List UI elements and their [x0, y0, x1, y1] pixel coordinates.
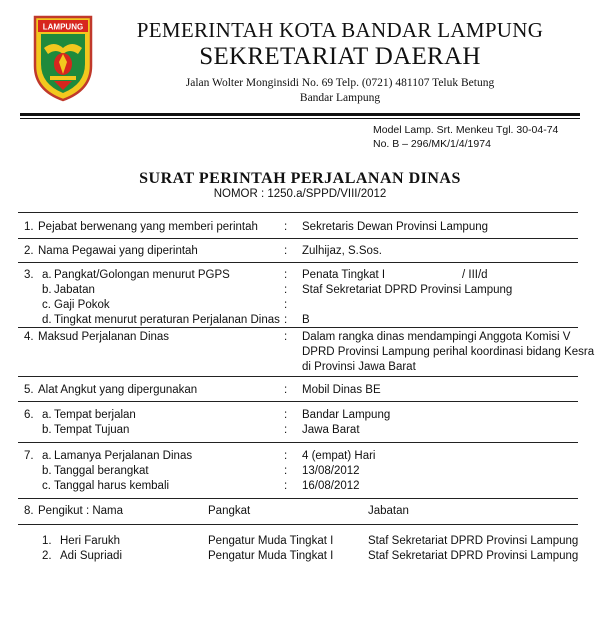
colon: :: [284, 284, 288, 296]
row-label: Nama Pegawai yang diperintah: [38, 245, 198, 257]
pengikut-header-jabatan: Jabatan: [368, 505, 409, 517]
sub-value: 16/08/2012: [302, 480, 360, 492]
row-number: 3.: [24, 269, 34, 281]
colon: :: [284, 314, 288, 326]
sub-label: Gaji Pokok: [54, 299, 110, 311]
colon: :: [284, 409, 288, 421]
person-pangkat: Pengatur Muda Tingkat I: [208, 550, 334, 562]
golongan-value: / III/d: [462, 269, 488, 281]
sub-label: Tempat berjalan: [54, 409, 136, 421]
row-value: Sekretaris Dewan Provinsi Lampung: [302, 221, 489, 233]
person-jabatan: Staf Sekretariat DPRD Provinsi Lampung: [368, 535, 579, 547]
row-label: Maksud Perjalanan Dinas: [38, 331, 170, 343]
person-name: Heri Farukh: [60, 535, 121, 547]
row-value: Zulhijaz, S.Sos.: [302, 245, 382, 257]
colon: :: [284, 465, 288, 477]
header-rule-thin: [20, 118, 580, 119]
svg-text:LAMPUNG: LAMPUNG: [42, 22, 84, 32]
row-value-line: di Provinsi Jawa Barat: [302, 361, 416, 373]
sub-label: Lamanya Perjalanan Dinas: [54, 450, 193, 462]
row-number: 2.: [24, 245, 34, 257]
sub-letter: a.: [42, 409, 52, 421]
person-pangkat: Pengatur Muda Tingkat I: [208, 535, 334, 547]
sub-letter: b.: [42, 424, 52, 436]
sub-label: Tanggal berangkat: [54, 465, 149, 477]
row-label: Pejabat berwenang yang memberi perintah: [38, 221, 258, 233]
sub-label: Jabatan: [54, 284, 95, 296]
person-jabatan: Staf Sekretariat DPRD Provinsi Lampung: [368, 550, 579, 562]
sub-letter: d.: [42, 314, 52, 326]
sub-letter: b.: [42, 284, 52, 296]
office-city: Bandar Lampung: [299, 92, 381, 104]
row-number: 1.: [24, 221, 34, 233]
sub-letter: c.: [42, 480, 51, 492]
colon: :: [284, 480, 288, 492]
sub-value: Bandar Lampung: [302, 409, 391, 421]
row-number: 7.: [24, 450, 34, 462]
row-number: 5.: [24, 384, 34, 396]
person-number: 2.: [42, 550, 52, 562]
sub-label: Tingkat menurut peraturan Perjalanan Dinas: [54, 314, 280, 326]
row-divider: [18, 212, 578, 213]
colon: :: [284, 331, 288, 343]
sub-value: Staf Sekretariat DPRD Provinsi Lampung: [302, 284, 513, 296]
document-title: SURAT PERINTAH PERJALANAN DINAS: [139, 170, 461, 187]
colon: :: [284, 384, 288, 396]
sub-value: Penata Tingkat I: [302, 269, 386, 281]
row-divider: [18, 262, 578, 263]
government-name: PEMERINTAH KOTA BANDAR LAMPUNG: [136, 18, 544, 42]
office-address: Jalan Wolter Monginsidi No. 69 Telp. (0721) 481107 Teluk Betung: [185, 77, 495, 89]
document-number: NOMOR : 1250.a/SPPD/VIII/2012: [213, 188, 387, 200]
row-divider: [18, 442, 578, 443]
pengikut-header-name: Pengikut : Nama: [38, 505, 124, 517]
row-number: 6.: [24, 409, 34, 421]
row-value-line: Dalam rangka dinas mendampingi Anggota Komisi V: [302, 331, 571, 343]
model-reference-line-2: No. B – 296/MK/1/4/1974: [373, 138, 491, 150]
lampung-emblem-icon: [32, 14, 94, 102]
pengikut-header-pangkat: Pangkat: [208, 505, 251, 517]
sub-label: Tempat Tujuan: [54, 424, 130, 436]
row-value-line: DPRD Provinsi Lampung perihal koordinasi bidang Kesra: [302, 346, 595, 358]
sub-label: Pangkat/Golongan menurut PGPS: [54, 269, 230, 281]
row-divider: [18, 238, 578, 239]
sub-letter: b.: [42, 465, 52, 477]
sub-letter: a.: [42, 450, 52, 462]
row-number: 4.: [24, 331, 34, 343]
model-reference: [373, 123, 558, 151]
colon: :: [284, 221, 288, 233]
row-divider: [18, 498, 578, 499]
header-rule-thick: [20, 113, 580, 116]
sub-value: B: [302, 314, 310, 326]
person-number: 1.: [42, 535, 52, 547]
colon: :: [284, 269, 288, 281]
sub-letter: a.: [42, 269, 52, 281]
colon: :: [284, 450, 288, 462]
colon: :: [284, 424, 288, 436]
row-number: 8.: [24, 505, 34, 517]
row-label: Alat Angkut yang dipergunakan: [38, 384, 198, 396]
row-divider: [18, 376, 578, 377]
letterhead: [0, 0, 600, 120]
colon: :: [284, 245, 288, 257]
sub-value: Jawa Barat: [302, 424, 360, 436]
colon: :: [284, 299, 288, 311]
sub-label: Tanggal harus kembali: [54, 480, 170, 492]
sub-letter: c.: [42, 299, 51, 311]
model-reference-line-1: Model Lamp. Srt. Menkeu Tgl. 30-04-74: [373, 124, 559, 136]
row-value: Mobil Dinas BE: [302, 384, 381, 396]
office-name: SEKRETARIAT DAERAH: [199, 43, 481, 70]
sub-value: 13/08/2012: [302, 465, 360, 477]
row-divider: [18, 327, 578, 328]
sub-value: 4 (empat) Hari: [302, 450, 376, 462]
row-divider: [18, 401, 578, 402]
row-divider: [18, 524, 578, 525]
person-name: Adi Supriadi: [60, 550, 123, 562]
